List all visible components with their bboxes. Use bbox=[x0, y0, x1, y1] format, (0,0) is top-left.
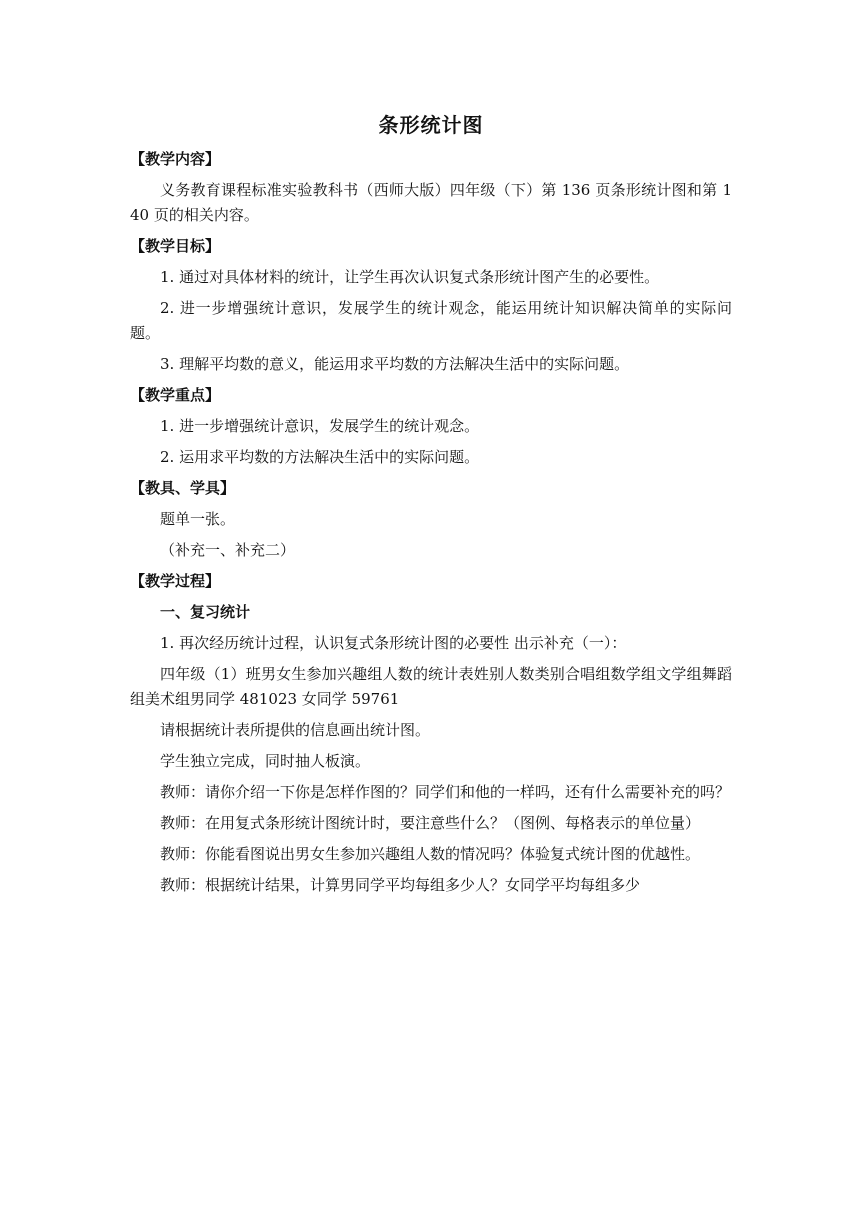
heading-teaching-process: 【教学过程】 bbox=[130, 572, 221, 590]
paragraph: 教师：请你介绍一下你是怎样作图的？同学们和他的一样吗，还有什么需要补充的吗？ bbox=[160, 783, 731, 801]
heading-teaching-content: 【教学内容】 bbox=[130, 150, 221, 168]
paragraph: 教师：在用复式条形统计图统计时，要注意些什么？（图例、每格表示的单位量） bbox=[160, 814, 701, 832]
paragraph: 1. 再次经历统计过程，认识复式条形统计图的必要性 出示补充（一）： bbox=[160, 634, 627, 652]
subheading-review: 一、复习统计 bbox=[160, 603, 251, 621]
paragraph: 学生独立完成，同时抽人板演。 bbox=[160, 752, 371, 770]
paragraph: 1. 通过对具体材料的统计，让学生再次认识复式条形统计图产生的必要性。 bbox=[160, 268, 660, 286]
paragraph: 1. 进一步增强统计意识，发展学生的统计观念。 bbox=[160, 417, 480, 435]
paragraph: 2. 进一步增强统计意识，发展学生的统计观念，能运用统计知识解决简单的实际问题。 bbox=[130, 299, 732, 342]
paragraph: 教师：根据统计结果，计算男同学平均每组多少人？女同学平均每组多少 bbox=[160, 876, 641, 894]
paragraph: （补充一、补充二） bbox=[160, 541, 296, 559]
document-title: 条形统计图 bbox=[378, 113, 484, 137]
paragraph: 2. 运用求平均数的方法解决生活中的实际问题。 bbox=[160, 448, 480, 466]
document-page bbox=[130, 108, 732, 904]
paragraph: 义务教育课程标准实验教科书（西师大版）四年级（下）第 136 页条形统计图和第 140 页的相关内容。 bbox=[130, 181, 732, 224]
paragraph: 3. 理解平均数的意义，能运用求平均数的方法解决生活中的实际问题。 bbox=[160, 355, 630, 373]
heading-key-points: 【教学重点】 bbox=[130, 386, 221, 404]
paragraph: 请根据统计表所提供的信息画出统计图。 bbox=[160, 721, 431, 739]
heading-tools: 【教具、学具】 bbox=[130, 479, 236, 497]
paragraph: 教师：你能看图说出男女生参加兴趣组人数的情况吗？体验复式统计图的优越性。 bbox=[160, 845, 701, 863]
heading-teaching-goals: 【教学目标】 bbox=[130, 237, 221, 255]
paragraph: 四年级（1）班男女生参加兴趣组人数的统计表姓别人数类别合唱组数学组文学组舞蹈组美术组男同学 481023 女同学 59761 bbox=[130, 665, 732, 708]
paragraph: 题单一张。 bbox=[160, 510, 236, 528]
